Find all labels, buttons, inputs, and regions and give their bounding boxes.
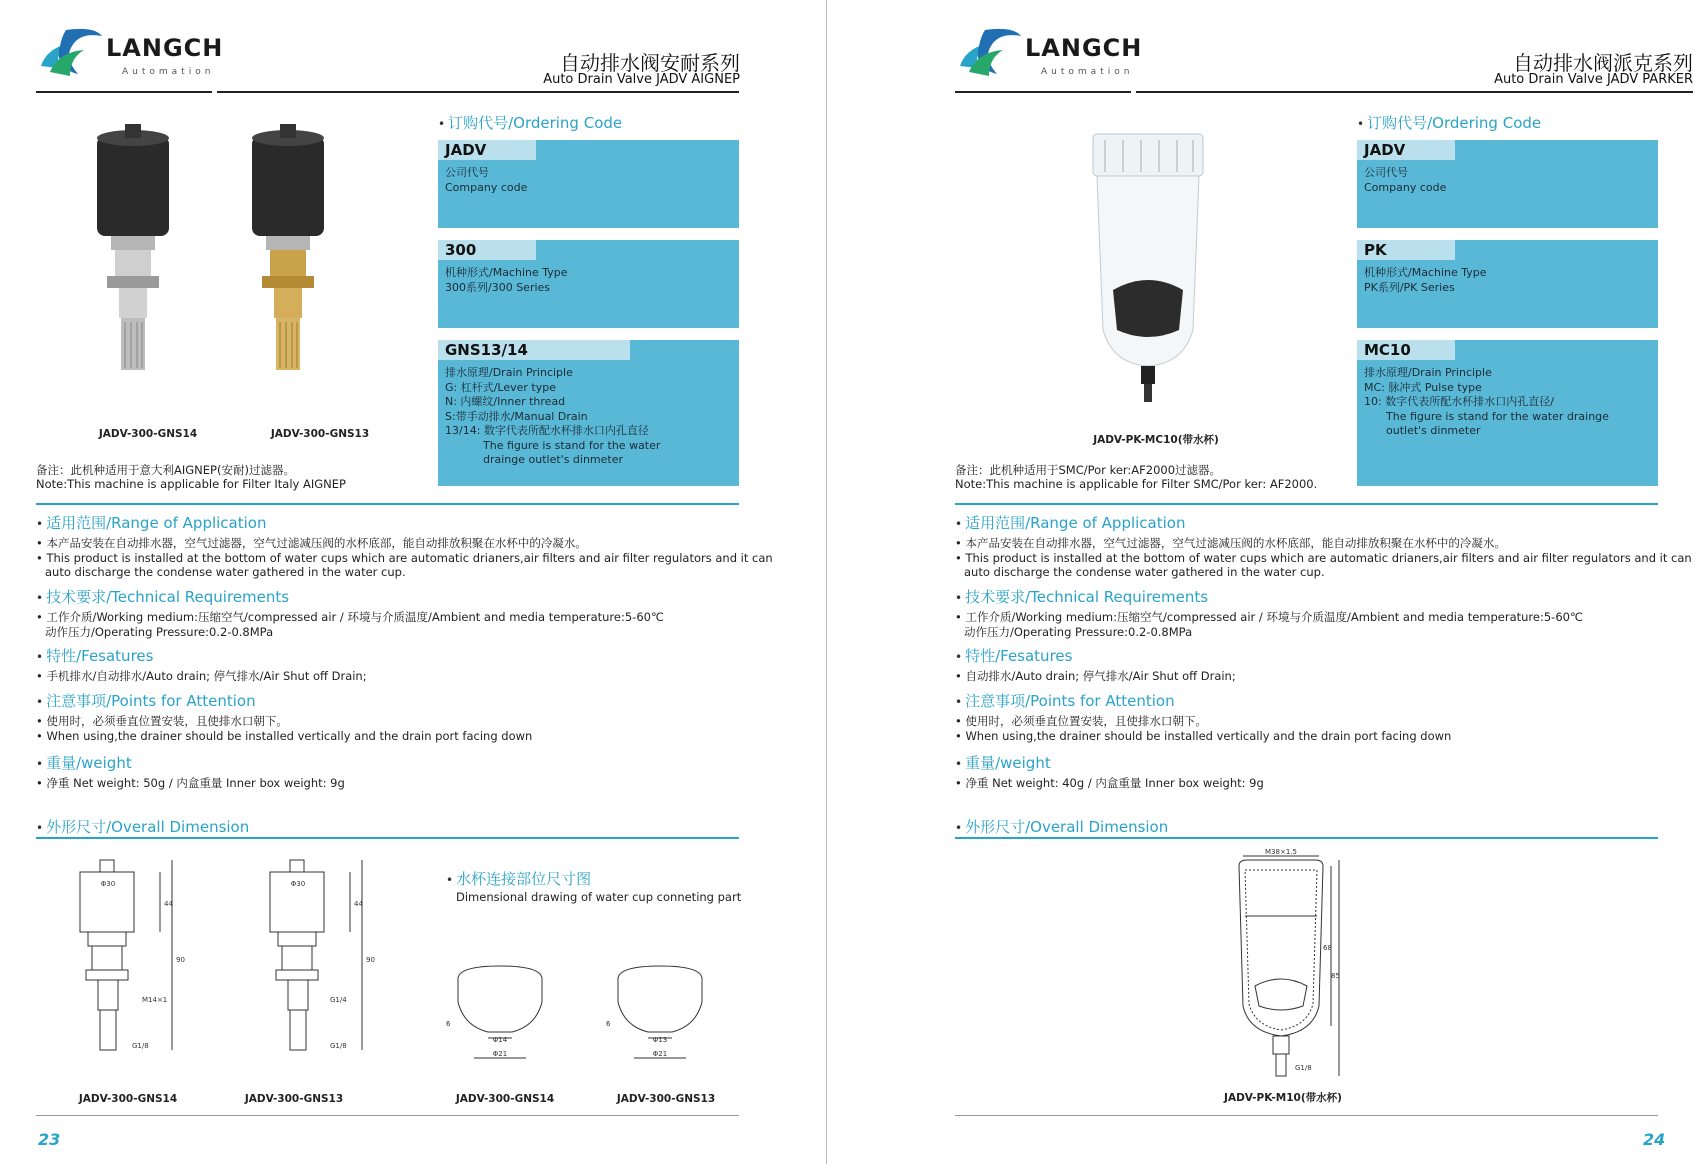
footer-rule — [36, 1115, 739, 1116]
ordering-code-heading: • 订购代号/Ordering Code — [1357, 114, 1542, 132]
weight-heading: • 重量/weight — [955, 754, 1051, 772]
attention-section: • 注意事项/Points for Attention • 使用时，必须垂直位置安装，且使排水口朝下。 • When using,the drainer should be installed vertically and the drain port facing down — [955, 690, 1665, 743]
dim-drawing-gns14 — [80, 860, 172, 1050]
dim-label: 44 — [354, 900, 363, 908]
dimension-drawings — [60, 852, 430, 1082]
dim-drawing-pk — [1223, 846, 1343, 1086]
attention-section: • 注意事项/Points for Attention • 使用时，必须垂直位置安装，且使排水口朝下。 • When using,the drainer should be installed vertically and the drain port facing down — [36, 690, 746, 743]
dim-label: Φ14 — [492, 1036, 508, 1044]
dim-label: Φ21 — [652, 1050, 668, 1058]
logo-swirl-icon — [955, 22, 1025, 82]
section-rule — [955, 837, 1658, 839]
dim-caption: JADV-300-GNS13 — [244, 1093, 344, 1105]
product-gns14-image — [97, 124, 169, 370]
brand-name: LANGCH — [106, 34, 224, 62]
dim-label: 85 — [1331, 972, 1340, 980]
dim-caption: JADV-300-GNS13 — [616, 1093, 716, 1105]
cup-drawing-14 — [458, 966, 542, 1058]
weight-section: • 重量/weight • 净重 Net weight: 50g / 内盒重量 Inner box weight: 9g — [36, 752, 746, 791]
tech-heading: • 技术要求/Technical Requirements — [36, 588, 290, 606]
code-box-mc10 — [1357, 340, 1658, 486]
page-title-en: Auto Drain Valve JADV PARKER — [1494, 72, 1693, 87]
brand-name: LANGCH — [1025, 34, 1143, 62]
code-desc: 排水原理/Drain Principle G: 杠杆式/Lever type N: 内螺纹/Inner thread S:带手动排水/Manual Drain 13/14: 数字代表所配水杯排水口内孔直径 The figure is stand for the water drainge outlet's dinmeter — [445, 366, 661, 466]
dim-label: Φ30 — [100, 880, 116, 888]
code-box-pk — [1357, 240, 1658, 328]
dim-label: G1/8 — [132, 1042, 149, 1050]
code-desc: 公司代号 Company code — [445, 166, 528, 194]
product-photo-pk — [1083, 130, 1223, 430]
features-heading: • 特性/Fesatures — [955, 647, 1073, 665]
section-rule — [36, 837, 739, 839]
brand-tagline: Automation — [122, 67, 215, 77]
weight-section: • 重量/weight • 净重 Net weight: 40g / 内盒重量 Inner box weight: 9g — [955, 752, 1665, 791]
code-desc: 机种形式/Machine Type 300系列/300 Series — [445, 266, 568, 294]
water-cup-heading: • 水杯连接部位尺寸图 — [446, 870, 592, 888]
range-heading: • 适用范围/Range of Application — [36, 514, 267, 532]
code-label: PK — [1357, 240, 1455, 260]
product-caption: JADV-300-GNS13 — [270, 428, 370, 440]
dim-label: Φ21 — [492, 1050, 508, 1058]
footer-rule — [955, 1115, 1658, 1116]
code-box-jadv — [438, 140, 739, 228]
code-label: JADV — [438, 140, 536, 160]
code-box-300 — [438, 240, 739, 328]
dimension-heading: • 外形尺寸/Overall Dimension — [955, 818, 1169, 836]
range-section: • 适用范围/Range of Application • 本产品安装在自动排水器，空气过滤器，空气过滤减压阀的水杯底部，能自动排放积聚在水杯中的冷凝水。 • This product is installed at the bottom of water cups which are automatic drianers,air filters and air filter regulators and it can auto discharge the condense water gathered in the water cup. — [36, 514, 773, 579]
note: 备注：此机种适用于意大利AIGNEP(安耐)过滤器。 Note:This machine is applicable for Filter Italy AIGNEP — [36, 463, 346, 491]
tech-section: • 技术要求/Technical Requirements • 工作介质/Working medium:压缩空气/compressed air / 环境与介质温度/Ambient and media temperature:5-60℃ 动作压力/Operating Pressure:0.2-0.8MPa — [36, 586, 746, 639]
attention-heading: • 注意事项/Points for Attention — [955, 692, 1175, 710]
code-box-jadv — [1357, 140, 1658, 228]
range-heading: • 适用范围/Range of Application — [955, 514, 1186, 532]
page-title-cn: 自动排水阀派克系列 — [1513, 51, 1693, 75]
dim-label: M38×1.5 — [1265, 848, 1297, 856]
features-section: • 特性/Fesatures • 自动排水/Auto drain; 停气排水/Air Shut off Drain; — [955, 645, 1665, 684]
brand-logo — [955, 22, 1155, 82]
header-rule — [955, 91, 1131, 93]
note: 备注：此机种适用于SMC/Por ker:AF2000过滤器。 Note:This machine is applicable for Filter SMC/Por ker: AF2000. — [955, 463, 1318, 491]
water-cup-drawings — [440, 960, 740, 1070]
dim-label: M14×1 — [142, 996, 168, 1004]
product-gns13-image — [252, 124, 324, 370]
dimension-heading: • 外形尺寸/Overall Dimension — [36, 818, 250, 836]
dim-drawing-gns13 — [270, 860, 362, 1050]
dim-label: G1/8 — [330, 1042, 347, 1050]
water-cup-subtitle: Dimensional drawing of water cup conneting part — [456, 890, 742, 904]
logo-swirl-icon — [36, 22, 106, 82]
code-label: GNS13/14 — [438, 340, 630, 360]
product-caption: JADV-PK-MC10(带水杯) — [1093, 434, 1219, 446]
dim-label: Φ30 — [290, 880, 306, 888]
page-number: 24 — [1643, 1130, 1666, 1149]
page-title-cn: 自动排水阀安耐系列 — [560, 51, 740, 75]
attention-heading: • 注意事项/Points for Attention — [36, 692, 256, 710]
dim-caption: JADV-300-GNS14 — [455, 1093, 555, 1105]
dim-label: G1/4 — [330, 996, 347, 1004]
dim-label: 90 — [366, 956, 375, 964]
section-rule — [36, 503, 739, 505]
page-left — [0, 0, 852, 1164]
range-section: • 适用范围/Range of Application • 本产品安装在自动排水器，空气过滤器，空气过滤减压阀的水杯底部，能自动排放积聚在水杯中的冷凝水。 • This product is installed at the bottom of water cups which are automatic drianers,air filters and air filter regulators and it can auto discharge the condense water gathered in the water cup. — [955, 514, 1692, 579]
dim-label: G1/8 — [1295, 1064, 1312, 1072]
code-box-gns — [438, 340, 739, 486]
dim-label: 68 — [1323, 944, 1332, 952]
code-desc: 排水原理/Drain Principle MC: 脉冲式 Pulse type 10: 数字代表所配水杯排水口内孔直径/ The figure is stand for the water drainge outlet's dinmeter — [1364, 366, 1609, 437]
header-rule — [36, 91, 212, 93]
header-rule — [1136, 91, 1693, 93]
product-caption: JADV-300-GNS14 — [98, 428, 198, 440]
code-desc: 公司代号 Company code — [1364, 166, 1447, 194]
code-label: 300 — [438, 240, 536, 260]
header-rule — [217, 91, 739, 93]
features-heading: • 特性/Fesatures — [36, 647, 154, 665]
dim-label: 6 — [446, 1020, 451, 1028]
page-number: 23 — [38, 1130, 61, 1149]
code-desc: 机种形式/Machine Type PK系列/PK Series — [1364, 266, 1487, 294]
page-right — [853, 0, 1705, 1164]
code-label: JADV — [1357, 140, 1455, 160]
section-rule — [955, 503, 1658, 505]
dim-caption: JADV-300-GNS14 — [78, 1093, 178, 1105]
code-label: MC10 — [1357, 340, 1455, 360]
weight-heading: • 重量/weight — [36, 754, 132, 772]
features-section: • 特性/Fesatures • 手机排水/自动排水/Auto drain; 停气排水/Air Shut off Drain; — [36, 645, 746, 684]
cup-drawing-13 — [618, 966, 702, 1058]
dim-label: 90 — [176, 956, 185, 964]
page-title-en: Auto Drain Valve JADV AIGNEP — [543, 72, 740, 87]
product-photos — [85, 120, 385, 420]
tech-section: • 技术要求/Technical Requirements • 工作介质/Working medium:压缩空气/compressed air / 环境与介质温度/Ambient and media temperature:5-60℃ 动作压力/Operating Pressure:0.2-0.8MPa — [955, 586, 1665, 639]
dim-label: 44 — [164, 900, 173, 908]
brand-logo — [36, 22, 236, 82]
dim-label: 6 — [606, 1020, 611, 1028]
brand-tagline: Automation — [1041, 67, 1134, 77]
tech-heading: • 技术要求/Technical Requirements — [955, 588, 1209, 606]
ordering-code-heading: • 订购代号/Ordering Code — [438, 114, 623, 132]
dim-caption: JADV-PK-M10(带水杯) — [1224, 1092, 1342, 1104]
dim-label: Φ13 — [652, 1036, 668, 1044]
